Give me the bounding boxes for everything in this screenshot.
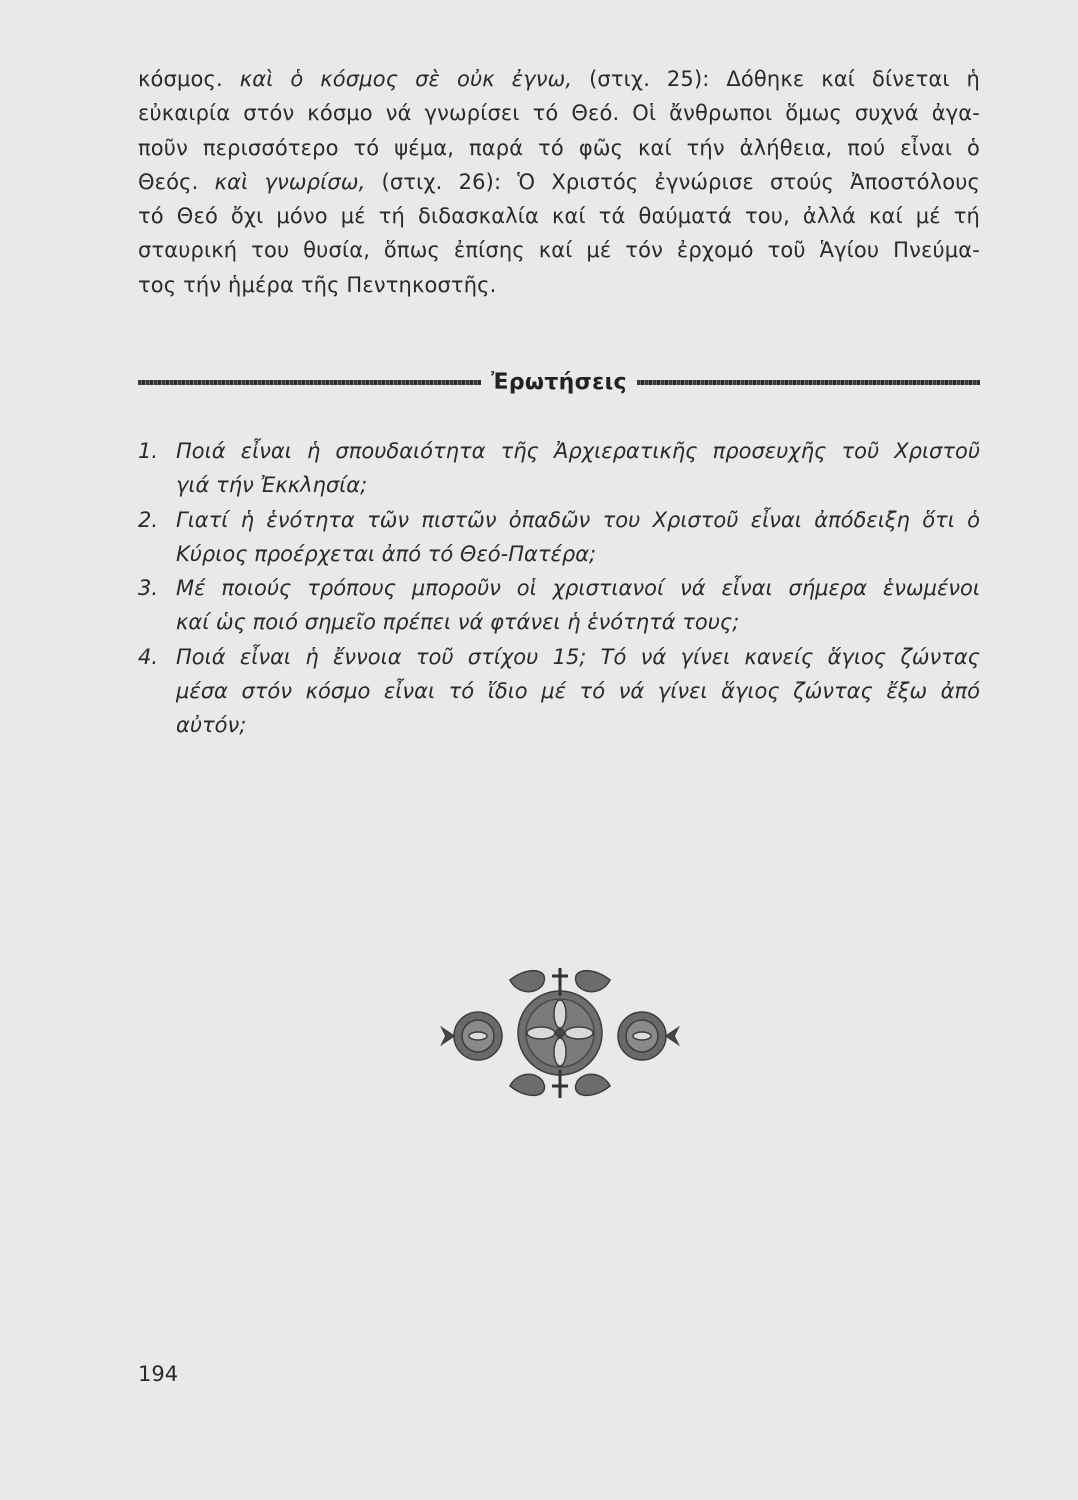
question-line: Κύριος προέρχεται ἀπό τό Θεό-Πατέρα; (176, 541, 597, 566)
question-line: καί ὡς ποιό σημεῖο πρέπει νά φτάνει ἡ ἑνότητά τους; (176, 610, 740, 635)
page-number: 194 (138, 1362, 179, 1386)
question-number: 2. (138, 507, 159, 532)
question-line: μέσα στόν κόσμο εἶναι τό ἴδιο μέ τό νά γίνει ἅγιος ζώντας ἔξω ἀπό (176, 679, 980, 704)
italic-quote: καὶ ὁ κόσμος σὲ οὐκ ἐγνω, (239, 67, 573, 91)
question-line: αὐτόν; (176, 713, 247, 738)
paragraph-line: εὐκαιρία στόν κόσμο νά γνωρίσει τό Θεό. Οἱ ἄνθρωποι ὅμως συχνά ἀγα- (138, 101, 980, 126)
question-number: 1. (138, 439, 159, 463)
paragraph-line: ποῦν περισσότερο τό ψέμα, παρά τό φῶς καί τήν ἀλήθεια, πού εἶναι ὁ (138, 135, 980, 160)
byzantine-cross-ornament-icon (430, 958, 690, 1108)
question-item (138, 571, 980, 640)
section-title: Ἐρωτήσεις (491, 369, 627, 395)
question-item (138, 503, 980, 572)
paragraph-line: τό Θεό ὄχι μόνο μέ τή διδασκαλία καί τά θαύματά του, ἀλλά καί μέ τή (138, 204, 980, 229)
question-line: Γιατί ἡ ἑνότητα τῶν πιστῶν ὀπαδῶν του Χριστοῦ εἶναι ἀπόδειξη ὅτι ὁ (176, 507, 980, 532)
question-number: 3. (138, 576, 159, 601)
text-run: Θεός. (138, 169, 215, 194)
question-line: γιά τήν Ἐκκλησία; (176, 473, 368, 498)
section-heading (138, 362, 980, 402)
question-line: Μέ ποιούς τρόπους μποροῦν οἱ χριστιανοί νά εἶναι σήμερα ἑνωμένοι (176, 576, 980, 601)
text-run: (στιχ. 26): Ὁ Χριστός ἐγνώρισε στούς Ἀποστόλους (365, 169, 980, 194)
heading-rule-left (138, 380, 481, 385)
paragraph-line (138, 165, 980, 199)
text-run: κόσμος. (138, 67, 240, 91)
questions-list (138, 434, 980, 743)
question-item (138, 434, 980, 503)
question-line: Ποιά εἶναι ἡ ἔννοια τοῦ στίχου 15; Τό νά γίνει κανείς ἅγιος ζώντας (176, 644, 980, 669)
body-paragraph (138, 62, 980, 302)
paragraph-line: τος τήν ἡμέρα τῆς Πεντηκοστῆς. (138, 272, 497, 297)
italic-quote: καὶ γνωρίσω, (214, 169, 366, 194)
question-item (138, 640, 980, 743)
question-number: 4. (138, 644, 159, 669)
paragraph-line (138, 62, 980, 96)
heading-rule-right (637, 380, 980, 385)
paragraph-line: σταυρική του θυσία, ὅπως ἐπίσης καί μέ τόν ἐρχομό τοῦ Ἁγίου Πνεύμα- (138, 238, 980, 263)
text-run: (στιχ. 25): Δόθηκε καί δίνεται ἡ (572, 67, 980, 91)
question-line: Ποιά εἶναι ἡ σπουδαιότητα τῆς Ἀρχιερατικῆς προσευχῆς τοῦ Χριστοῦ (176, 439, 980, 463)
